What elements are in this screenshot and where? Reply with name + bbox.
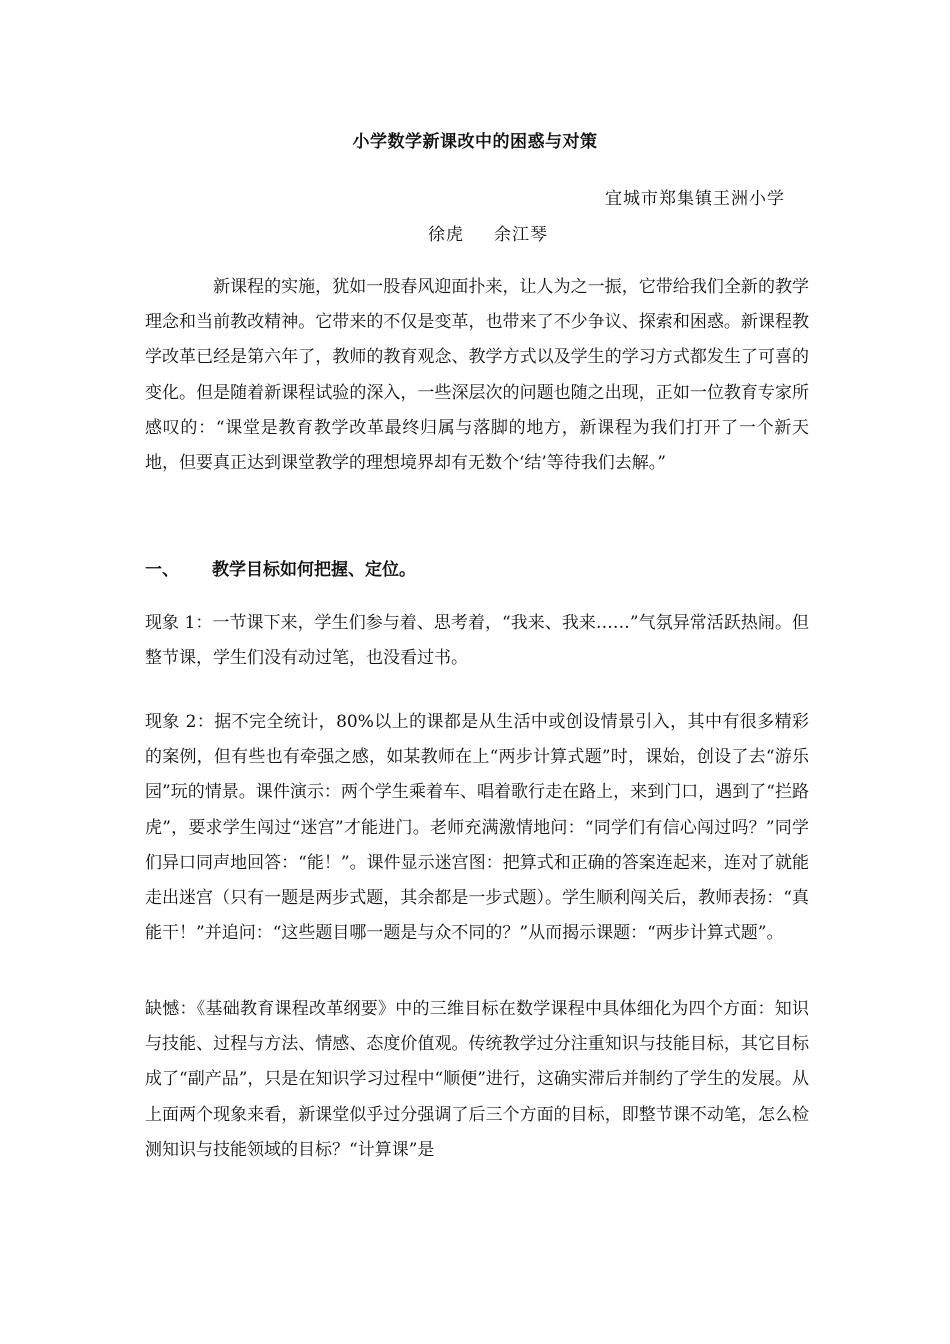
shortcoming-paragraph: 缺憾：《基础教育课程改革纲要》中的三维目标在数学课程中具体细化为四个方面：知识与技能、过程与方法、情感、态度价值观。传统教学过分注重知识与技能目标，其它目标成了“副产品”，只是在知识学习过程中“顺便”进行，这确实滞后并制约了学生的发展。从上面两个现象来看，新课堂似乎过分强调了后三个方面的目标，即整节课不动笔，怎么检测知识与技能领域的目标？“计算课”是	[145, 999, 809, 1160]
document-title: 小学数学新课改中的困惑与对策	[352, 132, 598, 152]
author-line	[428, 220, 548, 245]
intro-paragraph: 新课程的实施，犹如一股春风迎面扑来，让人为之一振，它带给我们全新的教学理念和当前教改精神。它带来的不仅是变革，也带来了不少争议、探索和困惑。新课程教学改革已经是第六年了，教师的教育观念、教学方式以及学生的学习方式都发生了可喜的变化。但是随着新课程试验的深入，一些深层次的问题也随之出现，正如一位教育专家所感叹的：“课堂是教育教学改革最终归属与落脚的地方，新课程为我们打开了一个新天地，但要真正达到课堂教学的理想境界却有无数个‘结’等待我们去解。”	[145, 277, 809, 474]
author-name: 徐虎	[428, 225, 464, 245]
section-heading	[145, 555, 416, 580]
school-name: 宜城市郑集镇王洲小学	[605, 189, 785, 209]
author-name: 余江琴	[494, 225, 548, 245]
phenomenon-1-paragraph: 现象 1：一节课下来，学生们参与着、思考着，“我来、我来……”气氛异常活跃热闹。但整节课，学生们没有动过笔，也没看过书。	[145, 613, 809, 669]
section-number: 一、	[145, 560, 179, 580]
section-title: 教学目标如何把握、定位。	[212, 560, 416, 580]
phenomenon-2-paragraph: 现象 2：据不完全统计，80%以上的课都是从生活中或创设情景引入，其中有很多精彩的案例，但有些也有牵强之感，如某教师在上“两步计算式题”时，课始，创设了去“游乐园”玩的情景。课件演示：两个学生乘着车、唱着歌行走在路上，来到门口，遇到了“拦路虎”，要求学生闯过“迷宫”才能进门。老师充满激情地问：“同学们有信心闯过吗？”同学们异口同声地回答：“能！”。课件显示迷宫图：把算式和正确的答案连起来，连对了就能走出迷宫（只有一题是两步式题，其余都是一步式题）。学生顺利闯关后，教师表扬：“真能干！”并追问：“这些题目哪一题是与众不同的？”从而揭示课题：“两步计算式题”。	[145, 712, 809, 944]
